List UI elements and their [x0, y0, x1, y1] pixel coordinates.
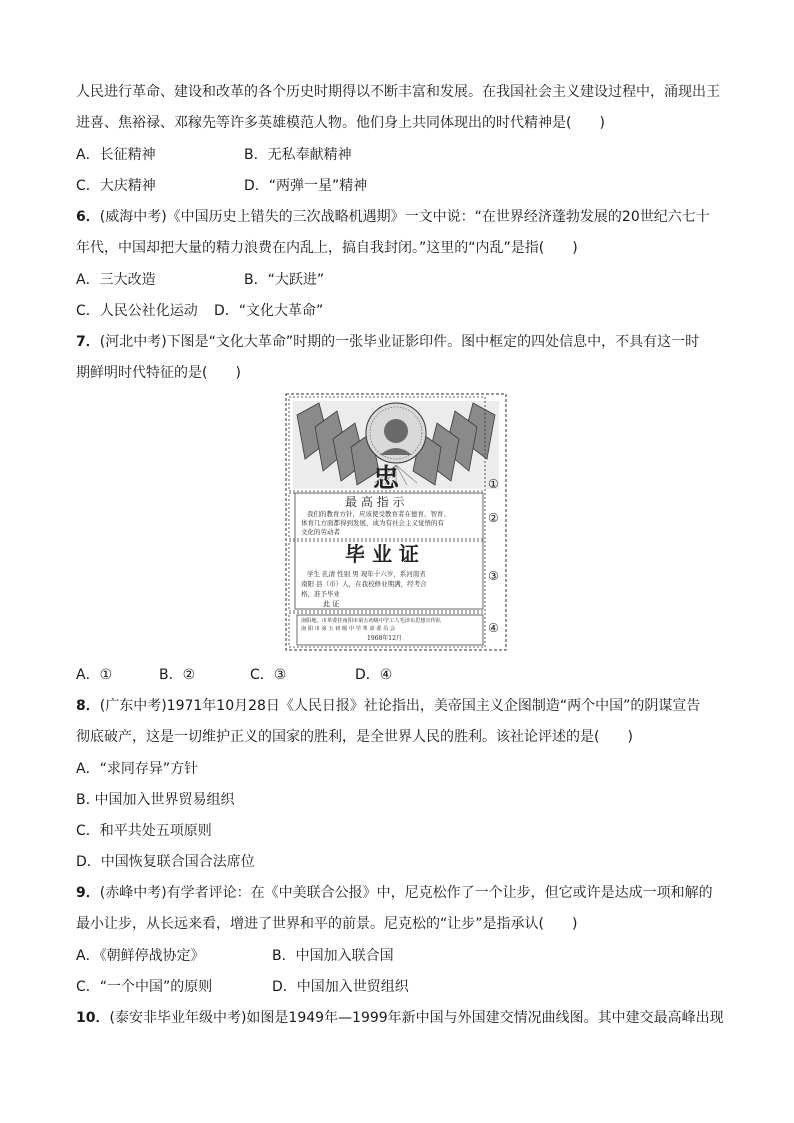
q6-stem-text: (威海中考)《中国历史上错失的三次战略机遇期》一文中说：“在世界经济蓬勃发展的20世纪六七十 [99, 209, 710, 225]
q6-option-a: A．三大改造 [76, 272, 156, 288]
q9-stem-text: (赤峰中考)有学者评论：在《中美联合公报》中，尼克松作了一个让步，但它或许是达成一项和解的 [99, 885, 713, 901]
q7-stem-line2: 期鲜明时代特征的是( ) [76, 365, 241, 381]
directive-line3: 文化的劳动者 [301, 528, 340, 536]
q8-option-b: B. 中国加入世界贸易组织 [76, 792, 235, 808]
zhong-character: 忠 [373, 464, 400, 494]
q8-option-a: A．“求同存异”方针 [76, 761, 199, 777]
q7-option-d: D．④ [355, 667, 393, 683]
q8-stem-line2: 彻底破产，这是一切维护正义的国家的胜利，是全世界人民的胜利。该社论评述的是( ) [76, 729, 633, 745]
directive-title: 最 高 指 示 [345, 495, 405, 509]
certificate-line3: 格，准予毕业 [301, 590, 340, 598]
marker-1: ① [488, 477, 499, 491]
certificate-title: 毕 业 证 [345, 542, 419, 566]
q6-option-c: C．人民公社化运动 [76, 303, 198, 319]
q9-number: 9． [76, 885, 100, 901]
marker-2: ② [488, 511, 499, 525]
q10-stem-text: (泰安非毕业年级中考)如图是1949年—1999年新中国与外国建交情况曲线图。其中建交最高峰出现 [109, 1010, 724, 1026]
q6-number: 6． [76, 209, 100, 225]
q6-stem-line2: 年代，中国却把大量的精力浪费在内乱上，搞自我封闭。”这里的“内乱”是指( ) [76, 240, 578, 256]
certificate-date: 1968年12月 [367, 635, 402, 642]
q8-number: 8． [76, 698, 100, 714]
q9-option-c: C．“一个中国”的原则 [76, 979, 213, 995]
q5-option-b: B．无私奉献精神 [244, 147, 352, 163]
q5-stem-line1: 人民进行革命、建设和改革的各个历史时期得以不断丰富和发展。在我国社会主义建设过程中，涌现出王 [76, 84, 720, 100]
marker-3: ③ [488, 569, 499, 583]
certificate-line1: 学生 孔清 性别 男 现年十六岁，系河南省 [307, 570, 426, 578]
q5-option-a: A．长征精神 [76, 147, 156, 163]
q7-number: 7． [76, 334, 100, 350]
q5-stem-line2: 进喜、焦裕禄、邓稼先等许多英雄模范人物。他们身上共同体现出的时代精神是( ) [76, 115, 605, 131]
issuer-line1: 南阳地、市革委挂南阳市第五初级中学工人毛泽东思想宣传队 [301, 618, 442, 624]
q9-stem-line2: 最小让步，从长远来看，增进了世界和平的前景。尼克松的“让步”是指承认( ) [76, 916, 578, 932]
q8-option-c: C．和平共处五项原则 [76, 823, 212, 839]
q7-option-b: B．② [159, 667, 196, 683]
q8-stem-line1 [76, 696, 726, 716]
graduation-certificate-figure [285, 393, 507, 651]
q10-number: 10． [76, 1010, 110, 1026]
q5-option-d: D．“两弹一星”精神 [244, 178, 368, 194]
certificate-seal-text: 此 证 [323, 600, 340, 608]
q9-option-b: B．中国加入联合国 [272, 948, 394, 964]
q7-option-c: C．③ [250, 667, 287, 683]
q6-option-d: D．“文化大革命” [214, 303, 324, 319]
directive-line1: 我们的教育方针，应该使受教育者在德育、智育、 [307, 510, 450, 518]
q7-stem-text: (河北中考)下图是“文化大革命”时期的一张毕业证影印件。图中框定的四处信息中，不具有这一时 [99, 334, 700, 350]
q8-stem-text: (广东中考)1971年10月28日《人民日报》社论指出，美帝国主义企图制造“两个中国”的阴谋宣告 [99, 698, 701, 714]
q9-option-a: A．《朝鲜停战协定》 [76, 948, 205, 964]
issuer-line2: 南 阳 市 第 五 初 级 中 学 革 命 委 员 会 [301, 626, 396, 632]
q8-option-d: D．中国恢复联合国合法席位 [76, 854, 255, 870]
q9-stem-line1 [76, 883, 726, 903]
q10-stem-line1 [76, 1008, 726, 1028]
q5-option-c: C．大庆精神 [76, 178, 156, 194]
directive-line2: 体育几方面都得到发展，成为有社会主义觉悟的有 [301, 519, 444, 527]
q7-stem-line1 [76, 332, 726, 352]
certificate-line2: 南阳 县（市）人，在我校修业期满，经考合 [301, 580, 427, 588]
q6-stem-line1 [76, 207, 726, 227]
q9-option-d: D．中国加入世贸组织 [272, 979, 409, 995]
q6-option-b: B．“大跃进” [244, 272, 325, 288]
portrait-medallion-icon [366, 403, 426, 463]
q7-option-a: A．① [76, 667, 113, 683]
marker-4: ④ [488, 621, 499, 635]
